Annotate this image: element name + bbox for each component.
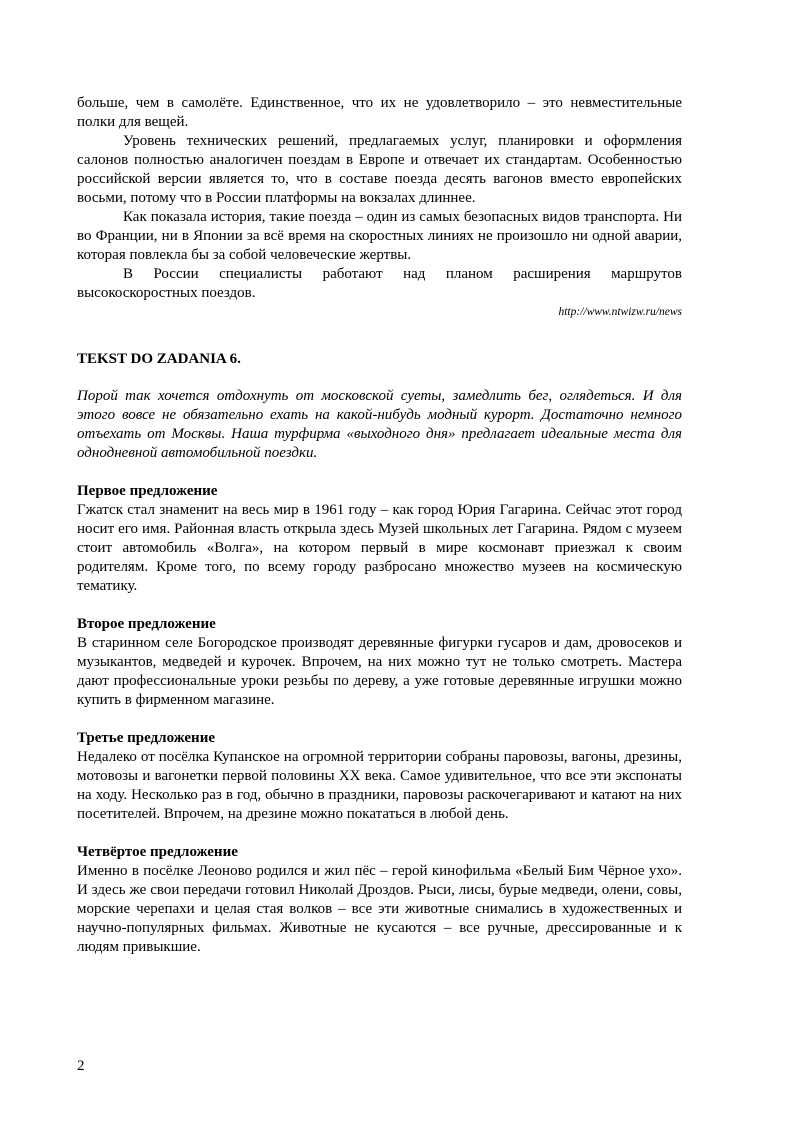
offer-section bbox=[77, 729, 682, 824]
offer-text: В старинном селе Богородское производят деревянные фигурки гусаров и дам, дровосеков и музыкантов, медведей и курочек. Впрочем, на них можно тут не только смотреть. Мастера дают профессиональные уроки резьбы по дереву, а уже готовые деревянные игрушки можно купить в фирменном магазине. bbox=[77, 635, 682, 708]
offer-title: Первое предложение bbox=[77, 483, 218, 499]
offer-title: Четвёртое предложение bbox=[77, 844, 238, 860]
document-page bbox=[77, 94, 682, 957]
offer-text: Недалеко от посёлка Купанское на огромной территории собраны паровозы, вагоны, дрезины, мотовозы и вагонетки первой половины XX века. Самое удивительное, что все эти экспонаты на ходу. Несколько раз в год, обычно в праздники, паровозы раскочегаривают и катают на них посетителей. Впрочем, на дрезине можно покататься в любой день. bbox=[77, 749, 682, 822]
offer-text: Гжатск стал знаменит на весь мир в 1961 году – как город Юрия Гагарина. Сейчас этот город носит его имя. Районная власть открыла здесь Музей школьных лет Гагарина. Рядом с музеем стоит автомобиль «Волга», на котором первый в мире космонавт приезжал к своим родителям. Кроме того, по всему городу разбросано множество музеев на космическую тематику. bbox=[77, 502, 682, 594]
article-paragraph: больше, чем в самолёте. Единственное, что их не удовлетворило – это невместительные полки для вещей. bbox=[77, 95, 682, 130]
offer-section bbox=[77, 843, 682, 957]
source-link: http://www.ntwizw.ru/news bbox=[558, 306, 682, 318]
offer-section bbox=[77, 482, 682, 596]
task-title: TEKST DO ZADANIA 6. bbox=[77, 351, 241, 367]
offer-title: Второе предложение bbox=[77, 616, 216, 632]
page-number: 2 bbox=[77, 1058, 85, 1074]
article-paragraph: Уровень технических решений, предлагаемых услуг, планировки и оформления салонов полностью аналогичен поездам в Европе и отвечает их стандартам. Особенностью российской версии является то, что в составе поезда десять вагонов вместо европейских восьми, потому что в России платформы на вокзалах длиннее. bbox=[77, 133, 682, 206]
offer-title: Третье предложение bbox=[77, 730, 215, 746]
article-paragraph: В России специалисты работают над планом расширения маршрутов высокоскоростных поездов. bbox=[77, 266, 682, 301]
task-intro: Порой так хочется отдохнуть от московской суеты, замедлить бег, оглядеться. И для этого вовсе не обязательно ехать на какой-нибудь модный курорт. Достаточно немного отъехать от Москвы. Наша турфирма «выходного дня» предлагает идеальные места для однодневной автомобильной поездки. bbox=[77, 388, 682, 461]
offer-section bbox=[77, 615, 682, 710]
offer-text: Именно в посёлке Леоново родился и жил пёс – герой кинофильма «Белый Бим Чёрное ухо». И здесь же свои передачи готовил Николай Дроздов. Рыси, лисы, бурые медведи, олени, совы, морские черепахи и целая стая волков – все эти животные снимались в художественных и научно-популярных фильмах. Животные не кусаются – все ручные, дрессированные и к людям привыкшие. bbox=[77, 863, 682, 955]
article-paragraph: Как показала история, такие поезда – один из самых безопасных видов транспорта. Ни во Франции, ни в Японии за всё время на скоростных линиях не произошло ни одной аварии, которая повлекла бы за собой человеческие жертвы. bbox=[77, 209, 682, 263]
